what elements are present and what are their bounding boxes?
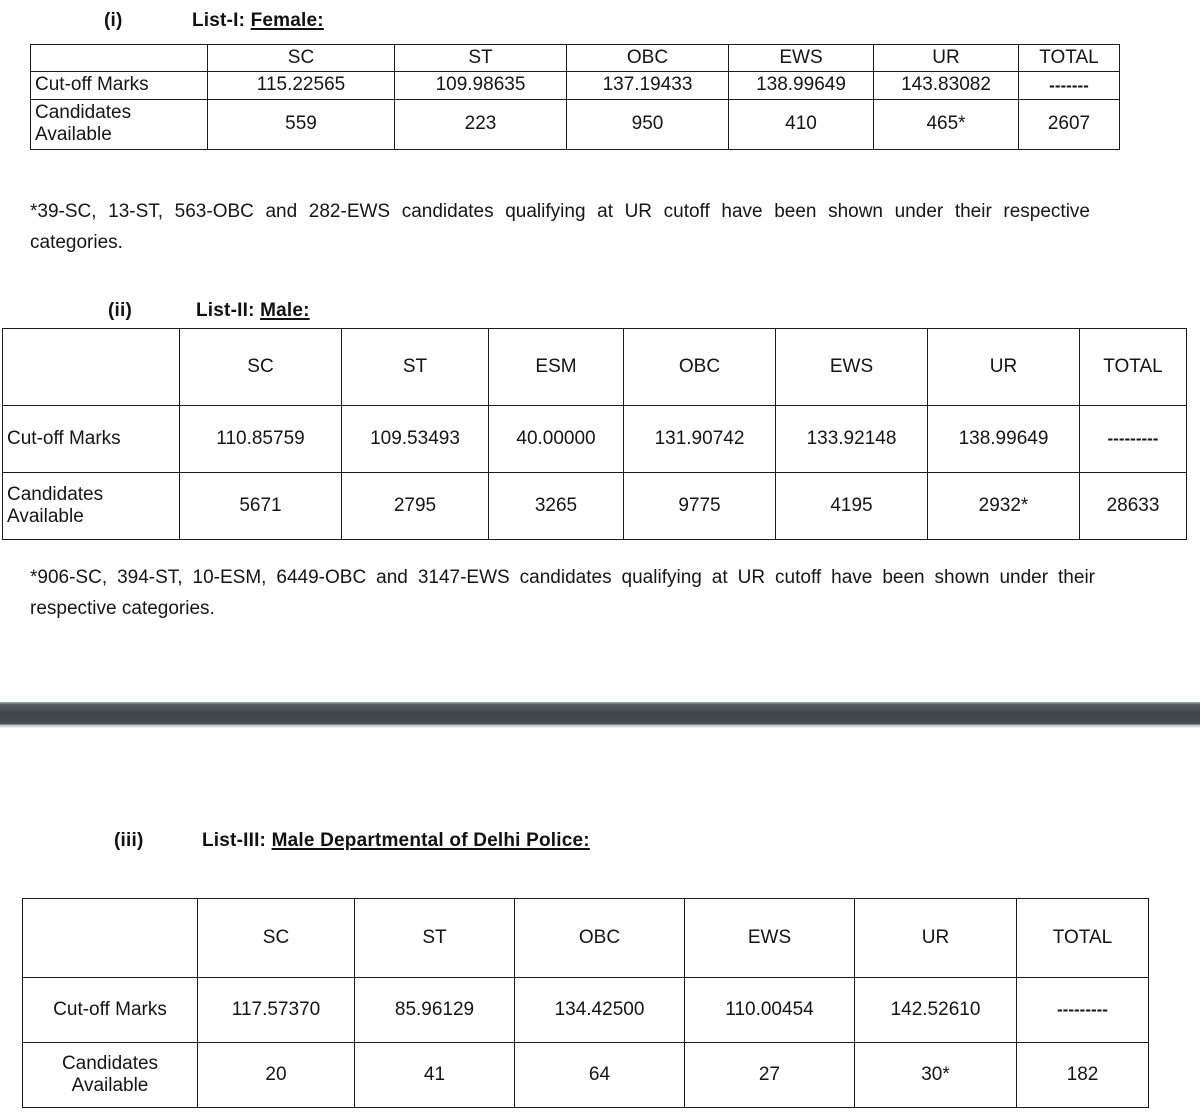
list-1-note: *39-SC, 13-ST, 563-OBC and 282-EWS candidates qualifying at UR cutoff have been shown under their respective categories. <box>30 201 1090 254</box>
cell-cutoff-st: 85.96129 <box>355 978 515 1043</box>
cell-cutoff-sc: 115.22565 <box>208 72 395 99</box>
cell-cutoff-obc: 134.42500 <box>515 978 685 1043</box>
table-row <box>3 406 1187 473</box>
cell-cutoff-total: --------- <box>1080 406 1187 473</box>
list-1-heading <box>104 10 324 32</box>
table-row <box>23 1043 1149 1108</box>
row-label-cutoff-marks: Cut-off Marks <box>23 978 198 1043</box>
cell-cutoff-obc: 131.90742 <box>624 406 776 473</box>
list-2-title-underlined: Male: <box>260 300 310 321</box>
table-row <box>31 99 1120 149</box>
cell-candidates-sc: 559 <box>208 99 395 149</box>
row-label-cutoff-marks: Cut-off Marks <box>31 72 208 99</box>
cell-candidates-st: 2795 <box>342 473 489 540</box>
cell-cutoff-ews: 133.92148 <box>776 406 928 473</box>
header-cell-ur: UR <box>874 45 1019 72</box>
header-cell-sc: SC <box>208 45 395 72</box>
cell-cutoff-obc: 137.19433 <box>567 72 729 99</box>
list-1-title-lead: List-I: <box>192 10 246 31</box>
row-label-candidates-available: Candidates Available <box>3 473 180 540</box>
cell-candidates-total: 2607 <box>1019 99 1120 149</box>
header-cell-st: ST <box>342 329 489 406</box>
row-label-cutoff-marks: Cut-off Marks <box>3 406 180 473</box>
cell-candidates-obc: 9775 <box>624 473 776 540</box>
cell-cutoff-ur: 143.83082 <box>874 72 1019 99</box>
header-cell-blank <box>31 45 208 72</box>
cell-candidates-ur: 465* <box>874 99 1019 149</box>
table-header-row <box>23 899 1149 978</box>
cell-cutoff-ur: 138.99649 <box>928 406 1080 473</box>
header-cell-ews: EWS <box>776 329 928 406</box>
header-cell-total: TOTAL <box>1019 45 1120 72</box>
cell-candidates-ur: 2932* <box>928 473 1080 540</box>
row-label-candidates-available: Candidates Available <box>31 99 208 149</box>
cell-cutoff-st: 109.53493 <box>342 406 489 473</box>
cell-candidates-esm: 3265 <box>489 473 624 540</box>
list-2-heading <box>108 300 310 322</box>
page-separator-bar <box>0 702 1200 727</box>
table-header-row <box>3 329 1187 406</box>
cell-candidates-sc: 5671 <box>180 473 342 540</box>
header-cell-obc: OBC <box>515 899 685 978</box>
header-cell-obc: OBC <box>624 329 776 406</box>
header-cell-esm: ESM <box>489 329 624 406</box>
list-2-title-lead: List-II: <box>196 300 255 321</box>
list-3-table <box>22 898 1149 1108</box>
cell-cutoff-total: --------- <box>1017 978 1149 1043</box>
cell-cutoff-ews: 138.99649 <box>729 72 874 99</box>
header-cell-sc: SC <box>180 329 342 406</box>
header-cell-ur: UR <box>928 329 1080 406</box>
header-cell-ews: EWS <box>685 899 855 978</box>
list-2-table <box>2 328 1187 540</box>
list-2-index: (ii) <box>108 300 133 321</box>
list-3-heading <box>114 830 590 852</box>
cell-cutoff-sc: 117.57370 <box>198 978 355 1043</box>
cell-cutoff-sc: 110.85759 <box>180 406 342 473</box>
list-1-table <box>30 44 1120 150</box>
header-cell-ews: EWS <box>729 45 874 72</box>
table-row <box>23 978 1149 1043</box>
list-1-title-underlined: Female: <box>250 10 324 31</box>
list-3-title-lead: List-III: <box>202 830 267 851</box>
cell-candidates-sc: 20 <box>198 1043 355 1108</box>
table-row <box>31 72 1120 99</box>
header-cell-st: ST <box>355 899 515 978</box>
header-cell-st: ST <box>395 45 567 72</box>
cell-candidates-obc: 64 <box>515 1043 685 1108</box>
header-cell-ur: UR <box>855 899 1017 978</box>
list-2-note: *906-SC, 394-ST, 10-ESM, 6449-OBC and 3147-EWS candidates qualifying at UR cutoff have been shown under their respective categories. <box>30 567 1095 620</box>
table-row <box>3 473 1187 540</box>
cell-candidates-st: 223 <box>395 99 567 149</box>
list-1-index: (i) <box>104 10 123 31</box>
header-cell-total: TOTAL <box>1017 899 1149 978</box>
header-cell-blank <box>3 329 180 406</box>
header-cell-obc: OBC <box>567 45 729 72</box>
row-label-candidates-available: Candidates Available <box>23 1043 198 1108</box>
cell-cutoff-total: ------- <box>1019 72 1120 99</box>
cell-candidates-total: 182 <box>1017 1043 1149 1108</box>
cell-candidates-ews: 27 <box>685 1043 855 1108</box>
cell-candidates-total: 28633 <box>1080 473 1187 540</box>
cell-candidates-ews: 4195 <box>776 473 928 540</box>
cell-candidates-ews: 410 <box>729 99 874 149</box>
cell-cutoff-esm: 40.00000 <box>489 406 624 473</box>
header-cell-sc: SC <box>198 899 355 978</box>
cell-candidates-st: 41 <box>355 1043 515 1108</box>
cell-candidates-ur: 30* <box>855 1043 1017 1108</box>
table-header-row <box>31 45 1120 72</box>
cell-cutoff-ur: 142.52610 <box>855 978 1017 1043</box>
cell-cutoff-ews: 110.00454 <box>685 978 855 1043</box>
cell-cutoff-st: 109.98635 <box>395 72 567 99</box>
header-cell-total: TOTAL <box>1080 329 1187 406</box>
list-3-title-underlined: Male Departmental of Delhi Police: <box>271 830 590 851</box>
list-3-index: (iii) <box>114 830 144 851</box>
header-cell-blank <box>23 899 198 978</box>
cell-candidates-obc: 950 <box>567 99 729 149</box>
